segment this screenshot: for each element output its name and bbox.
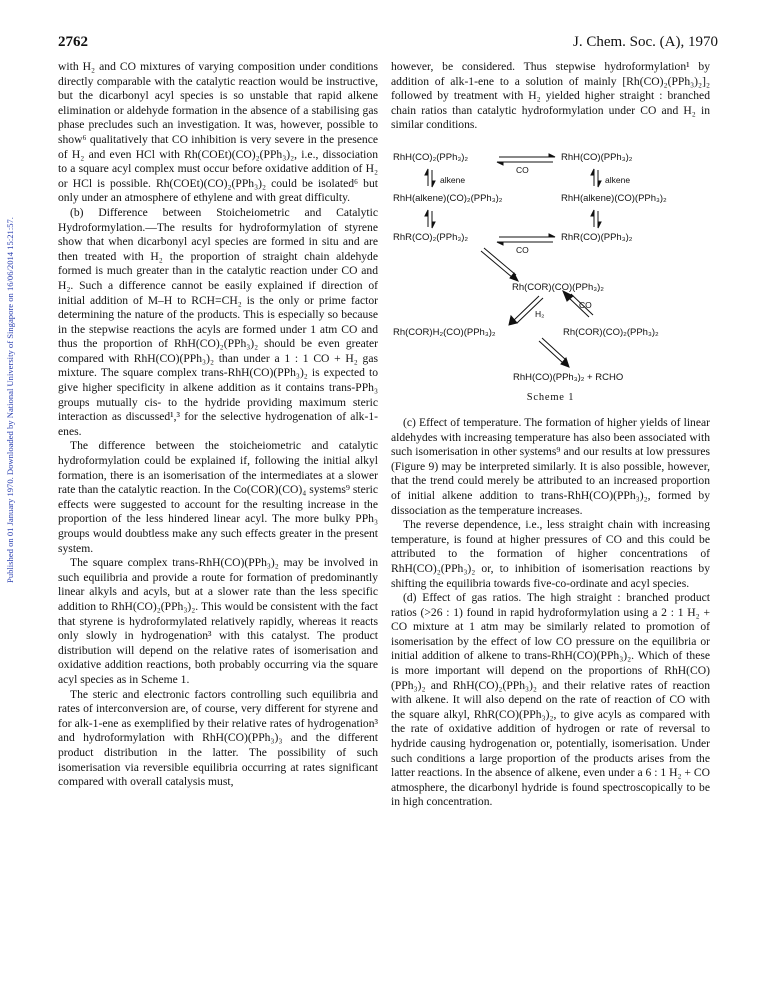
scheme-rhr-co2: RhR(CO)₂(PPh₃)₂ (393, 231, 469, 243)
paragraph: The reverse dependence, i.e., less straight chain with increasing temperature, is found at higher pressures of CO and this could be attributed to the formation of higher concentrations of RhH(CO)₂(PPh₃)₂ or, to inhibition of isomerisation reactions by shifting the equilibria towards five-co-ordinate and acyl species. (391, 518, 710, 590)
journal-citation: J. Chem. Soc. (A), 1970 (573, 34, 718, 50)
paragraph: The steric and electronic factors controlling such equilibria and rates of interconversion are, of course, very different for styrene and for alk-1-ene as exemplified by their relative rates of hydrogenation³ and hydroformylation with RhH(CO)(PPh₃)₃ and the different product distribution in the latter. The possibility of such isomerisation via reversible equilibria occurring at rates significant compared with overall catalysis must, (58, 687, 378, 789)
scheme-rh-cor-co2: Rh(COR)(CO)₂(PPh₃)₂ (563, 326, 659, 338)
paragraph-temperature: (c) Effect of temperature. The formation of higher yields of linear aldehydes with increasing temperature has also been associated with such isomerisation in other systems⁹ and our results at low pressures (Figure 9) may be interpreted similarly. It is also possible, however, that the trend could merely be attributed to an increased proportion of initial alkene addition to trans-RhH(CO)(PPh₃)₂, formed by dissociation as the temperature increases. (391, 415, 710, 517)
reaction-scheme (391, 133, 710, 408)
right-column (391, 60, 710, 810)
paragraph: The difference between the stoicheiometric and catalytic hydroformylation could be explained if, following the initial alkyl formation, there is an isomerisation of the intermediates at a slower rate than the catalytic reaction. In the Co(COR)(CO)₄ systems⁹ steric effects were suggested to account for the resulting increase in the proportion of the less hindered linear acyl. The more bulky PPh₃ groups would doubtless make any such effects greater in the present system. (58, 439, 378, 555)
scheme-arrow-co-label: CO (516, 164, 529, 175)
provenance-link[interactable]: Published on 01 January 1970. Downloaded by National University of Singapore on 16/06/2014 15:21:57. (5, 217, 15, 583)
paragraph-stoicheiometric: (b) Difference between Stoicheiometric and Catalytic Hydroformylation.—The results for hydroformylation of styrene show that when dicarbonyl acyl species are formed in situ and are then treated with H₂ the proportion of straight chain aldehyde formed is much greater than in the catalytic reaction under CO and H₂. Such a difference cannot be easily explained if direction of initial addition of M–H to RCH=CH₂ is the only or prime factor determining the nature of the products. This is especially so because in the stepwise reactions the acyls are formed under 1 atm CO and thus the proportion of RhH(CO)₂(PPh₃)₂ should be even greater compared with RhH(CO)(PPh₃)₂ than under a 1 : 1 CO + H₂ gas mixture. The square complex trans-RhH(CO)(PPh₃)₂ is expected to give higher specificity in alkene addition as it contains trans-PPh₃ groups mutually cis- to the hydride providing maximum steric interaction as discussed¹,³ for the selective hydrogenation of alk-1-enes. (58, 205, 378, 438)
scheme-product: RhH(CO)(PPh₃)₂ + RCHO (513, 371, 624, 383)
sidebar-provenance (2, 120, 18, 680)
scheme-rhh-co: RhH(CO)(PPh₃)₂ (561, 151, 633, 163)
paragraph: The square complex trans-RhH(CO)(PPh₃)₂ may be involved in such equilibria and provide a route for formation of predominantly linear alkyls and acyls, but at a slower rate than the less specific addition to RhH(CO)₂(PPh₃)₂. This would be consistent with the fact that styrene is hydroformylated relatively rapidly, whereas it reacts only slowly in hydrogenation³ with this catalyst. The product distribution will depend on the relative rates of isomerisation and oxidative addition reactions, both probably occurring via the square acyl species as in Scheme 1. (58, 556, 378, 686)
scheme-rh-cor-h2-co: Rh(COR)H₂(CO)(PPh₃)₂ (393, 326, 496, 338)
scheme-arrow-co-label-2: CO (516, 244, 529, 255)
scheme-alkene-label-left: alkene (440, 174, 466, 185)
scheme-caption: Scheme 1 (526, 391, 575, 403)
paragraph: with H₂ and CO mixtures of varying composition under conditions directly comparable with the catalytic reaction would be instructive, but the dicarbonyl acyl species is so unstable that rapid alkene elimination or aldehyde formation in the absence of a stabilising gas phase precludes such an investigation. It was, however, possible to show⁶ qualitatively that CO inhibition is very severe in the presence of H₂ and even HCl with Rh(COEt)(CO)₂(PPh₃)₂, i.e., dissociation to a square acyl complex must occur before oxidative addition of H₂ or HCl is possible. Rh(COEt)(CO)₂(PPh₃)₂ could be isolated⁶ but only under an atmosphere of ethylene and with great difficulty. (58, 60, 378, 205)
paragraph-gas-ratios: (d) Effect of gas ratios. The high straight : branched product ratios (>26 : 1) found in rapid hydroformylation using a 2 : 1 H₂ + CO mixture at 1 atm may be similarly related to promotion of isomerisation by the effect of low CO pressure on the equilibria or initial addition of alkene to trans-RhH(CO)(PPh₃)₂. Which of these is more important will depend on the proportions of RhH(CO)(PPh₃)₂ and RhH(CO)₂(PPh₃)₂ and their relative rates of reaction with alkene. It will also depend on the rate of reaction of CO with the square alkyl, RhR(CO)(PPh₃)₂, to give acyls as compared with the rate of oxidative addition of hydrogen or rate of reversal to hydride causing hydrogenation or, potentially, isomerisation. Under such conditions a large proportion of the products arises from the latter reactions. In the absence of alkene, even under a 6 : 1 H₂ + CO atmosphere, the dicarbonyl hydride is found spectroscopically to be in high concentration. (391, 591, 710, 809)
paragraph: however, be considered. Thus stepwise hydroformylation¹ by addition of alk-1-ene to a solution of mainly [Rh(CO)₂(PPh₃)₂]₂ followed by treatment with H₂ yielded higher straight : branched chain ratios than catalytic hydroformylation under CO and H₂ in similar conditions. (391, 60, 710, 132)
scheme-alkene-label-right: alkene (605, 174, 631, 185)
scheme-rhr-co: RhR(CO)(PPh₃)₂ (561, 231, 633, 243)
scheme-rhh-alkene-co: RhH(alkene)(CO)(PPh₃)₂ (561, 192, 667, 204)
scheme-co-label: CO (579, 299, 592, 310)
scheme-rhh-co2: RhH(CO)₂(PPh₃)₂ (393, 151, 469, 163)
scheme-rh-cor-co: Rh(COR)(CO)(PPh₃)₂ (512, 281, 604, 293)
left-column (58, 60, 378, 790)
page-number: 2762 (58, 34, 88, 50)
scheme-h2-label: H₂ (535, 308, 545, 319)
scheme-arrows (391, 133, 710, 408)
scheme-rhh-alkene-co2: RhH(alkene)(CO)₂(PPh₃)₂ (393, 192, 503, 204)
